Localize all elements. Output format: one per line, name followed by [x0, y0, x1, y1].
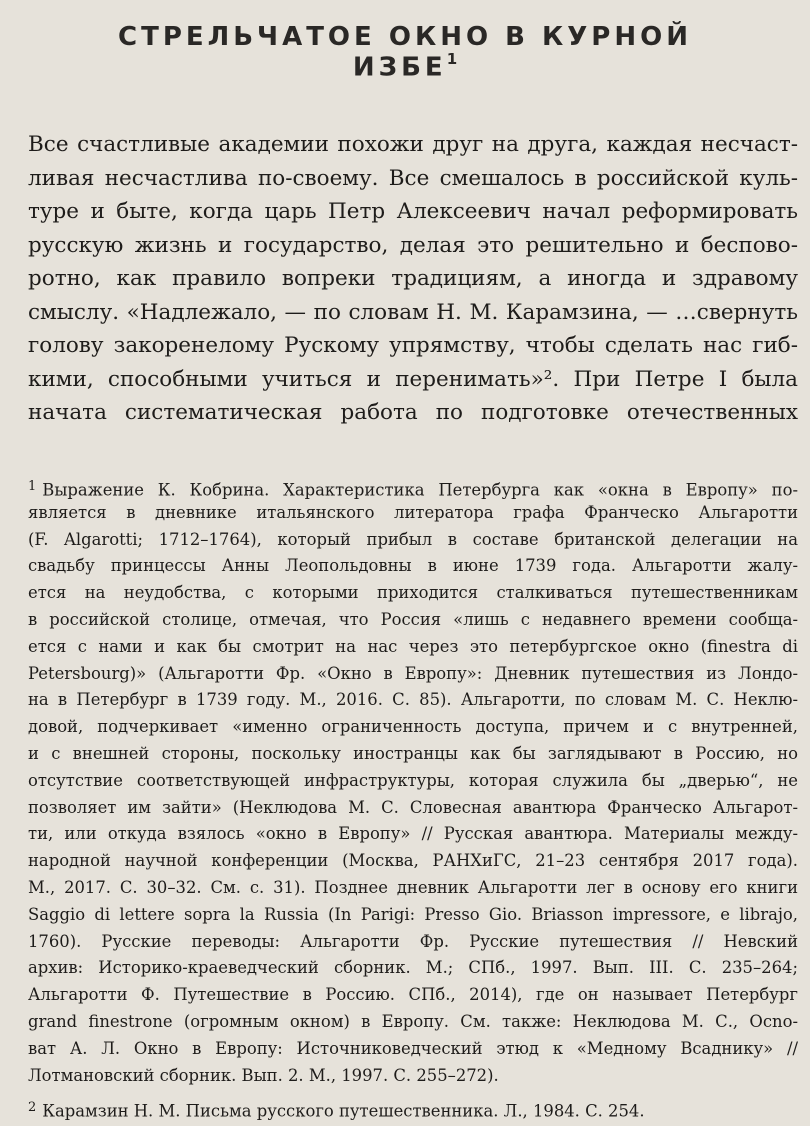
footnote-line: grand finestrone (огромным окном) в Европу. См. также: Неклюдова М. С., Осno-	[28, 1011, 798, 1031]
footnote-line: М., 2017. С. 30–32. См. с. 31). Позднее дневник Альгаротти лег в основу его книги	[28, 877, 798, 897]
body-line: русскую жизнь и государство, делая это решительно и беспово-	[28, 232, 798, 258]
footnote-line: ется на неудобства, с которыми приходится сталкиваться путешественникам	[28, 583, 798, 603]
footnote-line: довой, подчеркивает «именно ограниченность доступа, причем и с внутренней,	[28, 717, 798, 737]
footnote-line: отсутствие соответствующей инфраструктуры, которая служила бы „дверью“, не	[28, 770, 798, 790]
footnote-line: (F. Algarotti; 1712–1764), который прибыл в составе британской делегации на	[28, 529, 798, 549]
footnote-line: Лотмановский сборник. Вып. 2. М., 1997. С. 255–272).	[28, 1065, 499, 1085]
footnote-line: Альгаротти Ф. Путешествие в Россию. СПб., 2014), где он называет Петербург	[28, 985, 798, 1005]
body-paragraph	[28, 128, 798, 430]
body-line: смыслу. «Надлежало, — по словам Н. М. Карамзина, — …свернуть	[28, 299, 798, 325]
footnote-1	[28, 473, 798, 1089]
footnotes	[28, 473, 798, 1121]
footnote-line: на в Петербург в 1739 году. М., 2016. С. 85). Альгаротти, по словам М. С. Неклю-	[28, 690, 798, 710]
footnote-line: народной научной конференции (Москва, РАНХиГС, 21–23 сентября 2017 года).	[28, 851, 798, 871]
footnote-line	[28, 1094, 798, 1121]
footnote-line: 1760). Русские переводы: Альгаротти Фр. Русские путешествия // Невский	[28, 931, 798, 951]
body-line: туре и быте, когда царь Петр Алексеевич начал реформировать	[28, 199, 798, 224]
footnote-2	[28, 1094, 798, 1121]
body-line: начата систематическая работа по подготовке отечественных	[28, 400, 798, 425]
chapter-title	[60, 22, 750, 83]
title-footnote-mark: 1	[446, 50, 458, 68]
body-line: Все счастливые академии похожи друг на друга, каждая несчаст-	[28, 132, 798, 157]
body-line: голову закоренелому Рускому упрямству, чтобы сделать нас гиб-	[28, 333, 798, 358]
footnote-line	[28, 473, 798, 500]
footnote-line: и с внешней стороны, поскольку иностранцы как бы заглядывают в Россию, но	[28, 743, 798, 763]
footnote-line: является в дневнике итальянского литератора графа Франческо Альгаротти	[28, 502, 798, 522]
footnote-line: ват А. Л. Окно в Европу: Источниковедческий этюд к «Медному Всаднику» //	[28, 1038, 798, 1058]
footnote-line: Saggio di lettere sopra la Russia (In Parigi: Presso Gio. Briasson impressore, e librajo,	[28, 904, 798, 924]
footnote-line: позволяет им зайти» (Неклюдова М. С. Словесная авантюра Франческо Альгарот-	[28, 797, 798, 817]
footnote-line: ти, или откуда взялось «окно в Европу» // Русская авантюра. Материалы между-	[28, 824, 798, 844]
footnote-mark: 2	[28, 1100, 37, 1116]
footnote-mark: 1	[28, 479, 37, 494]
footnote-2-text: Карамзин Н. М. Письма русского путешественника. Л., 1984. С. 254.	[42, 1101, 645, 1121]
body-line: ротно, как правило вопреки традициям, а иногда и здравому	[28, 266, 798, 291]
body-line: ливая несчастлива по-своему. Все смешалось в российской куль-	[28, 165, 798, 191]
footnote-line: в российской столице, отмечая, что Россия «лишь с недавнего времени сообща-	[28, 609, 798, 629]
footnote-text: Выражение К. Кобрина. Характеристика Петербурга как «окна в Европу» по-	[42, 480, 798, 500]
footnote-line: Petersbourg)» (Альгаротти Фр. «Окно в Европу»: Дневник путешествия из Лондо-	[28, 663, 798, 683]
footnote-line: ется с нами и как бы смотрит на нас через это петербургское окно (finestra di	[28, 636, 798, 656]
footnote-line: архив: Историко-краеведческий сборник. М.; СПб., 1997. Вып. III. С. 235–264;	[28, 958, 798, 978]
body-line: кими, способными учиться и перенимать»². При Петре I была	[28, 366, 798, 392]
footnote-line: свадьбу принцессы Анны Леопольдовны в июне 1739 года. Альгаротти жалу-	[28, 556, 798, 576]
chapter-title-text: СТРЕЛЬЧАТОЕ ОКНО В КУРНОЙ ИЗБЕ	[118, 22, 692, 83]
